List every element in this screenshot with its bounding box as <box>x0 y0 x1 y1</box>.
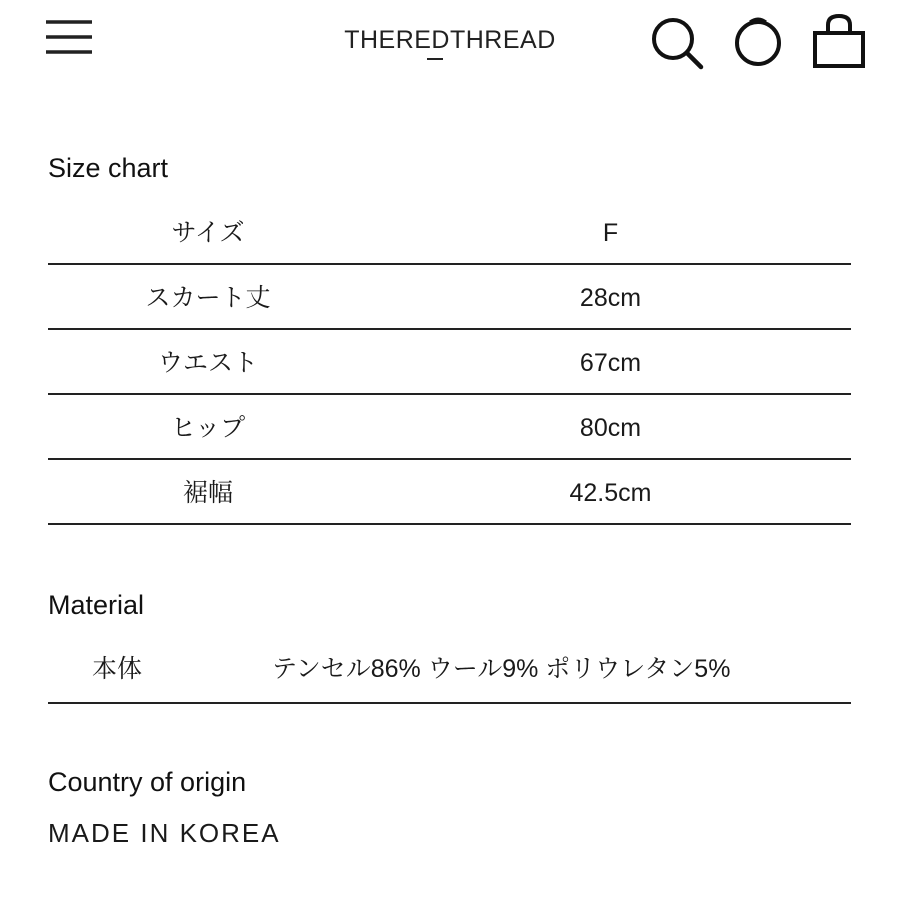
shopping-bag-icon[interactable] <box>810 12 868 70</box>
size-table <box>48 200 851 525</box>
country-of-origin-value: MADE IN KOREA <box>48 818 281 848</box>
table-row <box>48 200 851 265</box>
size-value: 28cm <box>579 284 642 312</box>
account-icon[interactable] <box>730 14 786 70</box>
size-value: 80cm <box>579 414 642 442</box>
size-value: F <box>602 219 619 247</box>
size-label: スカート丈 <box>145 284 271 312</box>
brand-logo[interactable]: THEREDTHREAD <box>344 26 556 54</box>
table-row <box>48 395 851 460</box>
material-value: テンセル86% ウール9% ポリウレタン5% <box>272 655 731 683</box>
table-row <box>48 330 851 395</box>
material-title: Material <box>48 590 145 620</box>
country-of-origin-title: Country of origin <box>48 767 247 797</box>
size-value: 42.5cm <box>569 479 652 507</box>
size-label: ヒップ <box>170 414 246 442</box>
search-icon[interactable] <box>648 14 706 70</box>
size-chart-title: Size chart <box>48 153 169 183</box>
table-row <box>48 460 851 525</box>
material-label: 本体 <box>92 655 143 683</box>
size-value: 67cm <box>579 349 642 377</box>
size-label: サイズ <box>171 219 245 247</box>
logo-underline <box>427 58 443 60</box>
header <box>0 0 900 90</box>
table-row <box>48 265 851 330</box>
material-row <box>48 636 851 704</box>
size-label: ウエスト <box>157 349 258 377</box>
size-label: 裾幅 <box>182 479 233 507</box>
menu-icon[interactable] <box>44 18 96 60</box>
